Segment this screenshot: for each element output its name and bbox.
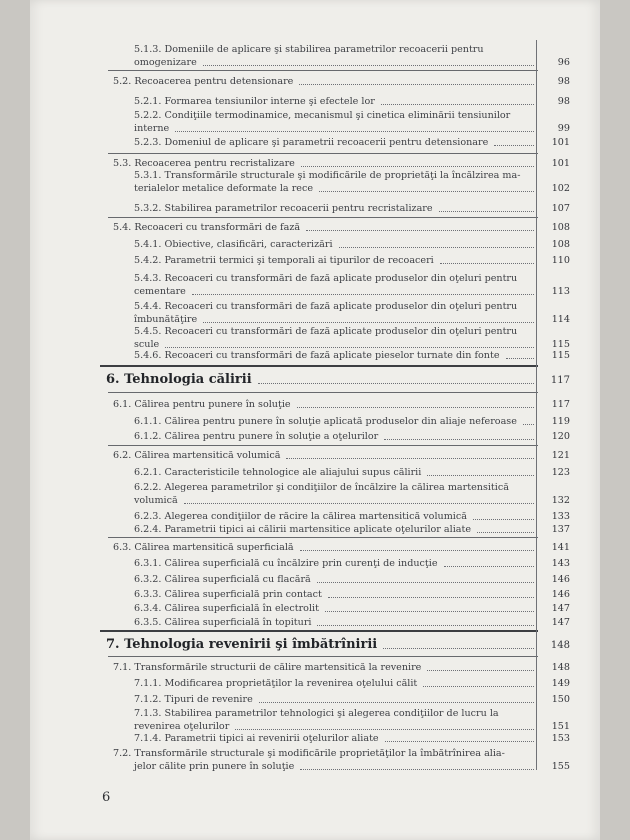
toc-page-number: 132 [551,494,570,506]
section-divider [100,630,538,632]
dot-leader [259,702,534,703]
toc-entry-title: 5.3.1. Transformările structurale şi modificările de proprietăţi la încălzirea ma- [134,170,521,181]
dot-leader [192,294,534,295]
dot-leader [423,686,534,687]
page-column-divider [536,40,537,770]
dot-leader [339,247,534,248]
dot-leader [444,566,535,567]
toc-page-number: 108 [551,222,570,233]
dot-leader [299,84,534,85]
dot-leader [203,65,534,66]
toc-page-number: 101 [551,137,570,148]
toc-entry-title: 5.3. Recoacerea pentru recristalizare [113,158,295,169]
dot-leader [381,104,534,105]
toc-page-number: 146 [551,589,570,600]
dot-leader [203,322,534,323]
toc-entry-title: 5.2.1. Formarea tensiunilor interne şi efectele lor [134,96,375,107]
section-divider [108,445,538,446]
toc-entry-title: 6.2.1. Caracteristicile tehnologice ale aliajului supus călirii [134,467,422,478]
toc-entry-title: 6.3. Călirea martensitică superficială [113,542,294,553]
dot-leader [306,230,534,231]
dot-leader [317,582,534,583]
toc-entry-title: 5.4.1. Obiective, clasificări, caracterizări [134,239,333,250]
toc-entry-title: 5.3.2. Stabilirea parametrilor recoacerii pentru recristalizare [134,203,433,214]
section-divider [108,217,538,218]
dot-leader [286,458,534,459]
toc-page-number: 123 [551,467,570,478]
dot-leader [523,424,534,425]
toc-page-number: 98 [557,96,570,107]
dot-leader [473,519,534,520]
toc-page-number: 148 [550,640,570,651]
toc-page-number: 150 [551,694,570,705]
toc-page-number: 149 [551,678,570,689]
toc-page-number: 137 [551,524,570,535]
toc-page-number: 147 [551,603,570,614]
toc-page-number: 101 [551,158,570,169]
toc-page-number: 153 [551,733,570,744]
dot-leader [165,347,534,348]
section-divider [108,392,538,393]
toc-page-number: 107 [551,203,570,214]
book-page [30,0,600,840]
dot-leader [325,611,534,612]
toc-page-number: 121 [551,450,570,461]
dot-leader [477,532,534,533]
toc-entry-title: 6.1.2. Călirea pentru punere în soluţie a oţelurilor [134,431,379,442]
toc-entry-title: 5.4. Recoaceri cu transformări de fază [113,222,301,233]
toc-entry-title: 6.2. Călirea martensitică volumică [113,450,281,461]
dot-leader [319,191,534,192]
toc-page-number: 98 [557,76,570,87]
toc-entry-title: 5.4.4. Recoaceri cu transformări de fază aplicate produselor din oţeluri pentru [134,301,518,312]
section-divider [108,153,538,154]
toc-entry-title: 5.1.3. Domeniile de aplicare şi stabilirea parametrilor recoacerii pentru [134,44,484,55]
dot-leader [506,358,534,359]
toc-entry-title: 6.2.2. Alegerea parametrilor şi condiţiilor de încălzire la călirea martensitică [134,482,509,493]
section-divider [108,656,538,657]
dot-leader [300,769,534,770]
toc-entry-title: 5.4.3. Recoaceri cu transformări de fază aplicate produselor din oţeluri pentru [134,273,518,284]
toc-entry-title: volumică [134,494,178,506]
toc-entry-title: 5.4.6. Recoaceri cu transformări de fază aplicate pieselor turnate din fonte [134,350,500,361]
toc-page-number: 151 [551,720,570,732]
toc-entry-title: 6. Tehnologia călirii [106,372,252,387]
toc-entry-title: 7.1.2. Tipuri de revenire [134,694,253,705]
toc-page-number: 155 [551,760,570,772]
dot-leader [235,729,534,730]
dot-leader [301,166,534,167]
dot-leader [440,263,534,264]
toc-entry-title: 6.3.4. Călirea superficială în electrolit [134,603,319,614]
toc-entry-title: îmbunătăţire [134,313,198,325]
dot-leader [427,670,534,671]
toc-entry-title: cementare [134,285,186,297]
toc-page-number: 96 [557,56,570,68]
toc-page-number: 108 [551,239,570,250]
toc-entry-title: jelor călite prin punere în soluţie [134,760,295,772]
toc-entry-title: 6.3.2. Călirea superficială cu flacără [134,574,311,585]
toc-entry-title: 5.4.2. Parametrii termici şi temporali ai tipurilor de recoaceri [134,255,434,266]
toc-entry-title: 6.3.1. Călirea superficială cu încălzire prin curenţi de inducţie [134,558,438,569]
toc-page-number: 115 [551,350,570,361]
dot-leader [383,648,534,649]
toc-page-number: 113 [551,285,570,297]
toc-entry-title: terialelor metalice deformate la rece [134,182,314,194]
toc-page-number: 117 [550,375,570,386]
dot-leader [317,625,534,626]
toc-entry-title: scule [134,338,160,350]
dot-leader [258,383,534,384]
toc-entry-title: 5.2.2. Condiţiile termodinamice, mecanismul şi cinetica eliminării tensiunilor [134,110,511,121]
toc-page-number: 102 [551,182,570,194]
dot-leader [175,131,534,132]
toc-page-number: 114 [551,313,570,325]
table-of-contents [30,0,600,840]
toc-page-number: 141 [551,542,570,553]
toc-entry-title: interne [134,122,170,134]
toc-entry-title: 7. Tehnologia revenirii şi îmbătrînirii [106,637,378,652]
toc-page-number: 147 [551,617,570,628]
toc-page-number: 133 [551,511,570,522]
dot-leader [439,211,534,212]
dot-leader [494,145,534,146]
dot-leader [385,741,534,742]
toc-entry-title: 5.4.5. Recoaceri cu transformări de fază aplicate produselor din oţeluri pentru [134,326,518,337]
toc-page-number: 119 [551,416,570,427]
toc-entry-title: 7.2. Transformările structurale şi modificările proprietăţilor la îmbătrînirea alia- [113,748,505,759]
dot-leader [427,475,534,476]
toc-page-number: 115 [551,338,570,350]
dot-leader [184,503,534,504]
toc-page-number: 148 [551,662,570,673]
dot-leader [297,407,534,408]
toc-entry-title: 7.1.1. Modificarea proprietăţilor la revenirea oţelului călit [134,678,418,689]
toc-entry-title: 5.2. Recoacerea pentru detensionare [113,76,294,87]
toc-entry-title: 6.1.1. Călirea pentru punere în soluţie aplicată produselor din aliaje neferoase [134,416,517,427]
toc-entry-title: 6.1. Călirea pentru punere în soluţie [113,399,291,410]
toc-entry-title: 6.3.3. Călirea superficială prin contact [134,589,322,600]
toc-page-number: 99 [557,122,570,134]
section-divider [108,70,538,71]
toc-page-number: 110 [551,255,570,266]
section-divider [100,365,538,367]
toc-page-number: 146 [551,574,570,585]
toc-entry-title: 7.1.4. Parametrii tipici ai revenirii oţelurilor aliate [134,733,379,744]
toc-entry-title: 6.2.4. Parametrii tipici ai călirii martensitice aplicate oţelurilor aliate [134,524,472,535]
toc-page-number: 117 [551,399,570,410]
page-number: 6 [102,790,111,805]
toc-entry-title: 6.3.5. Călirea superficială în topituri [134,617,312,628]
dot-leader [300,550,534,551]
section-divider [108,537,538,538]
toc-entry-title: 7.1.3. Stabilirea parametrilor tehnologici şi alegerea condiţiilor de lucru la [134,708,499,719]
toc-entry-title: omogenizare [134,56,197,68]
toc-entry-title: 7.1. Transformările structurii de călire martensitică la revenire [113,662,422,673]
toc-entry-title: revenirea oţelurilor [134,720,230,732]
toc-entry-title: 6.2.3. Alegerea condiţiilor de răcire la călirea martensitică volumică [134,511,467,522]
toc-entry-title: 5.2.3. Domeniul de aplicare şi parametrii recoacerii pentru detensionare [134,137,489,148]
dot-leader [384,439,534,440]
toc-page-number: 143 [551,558,570,569]
toc-page-number: 120 [551,431,570,442]
dot-leader [328,597,534,598]
